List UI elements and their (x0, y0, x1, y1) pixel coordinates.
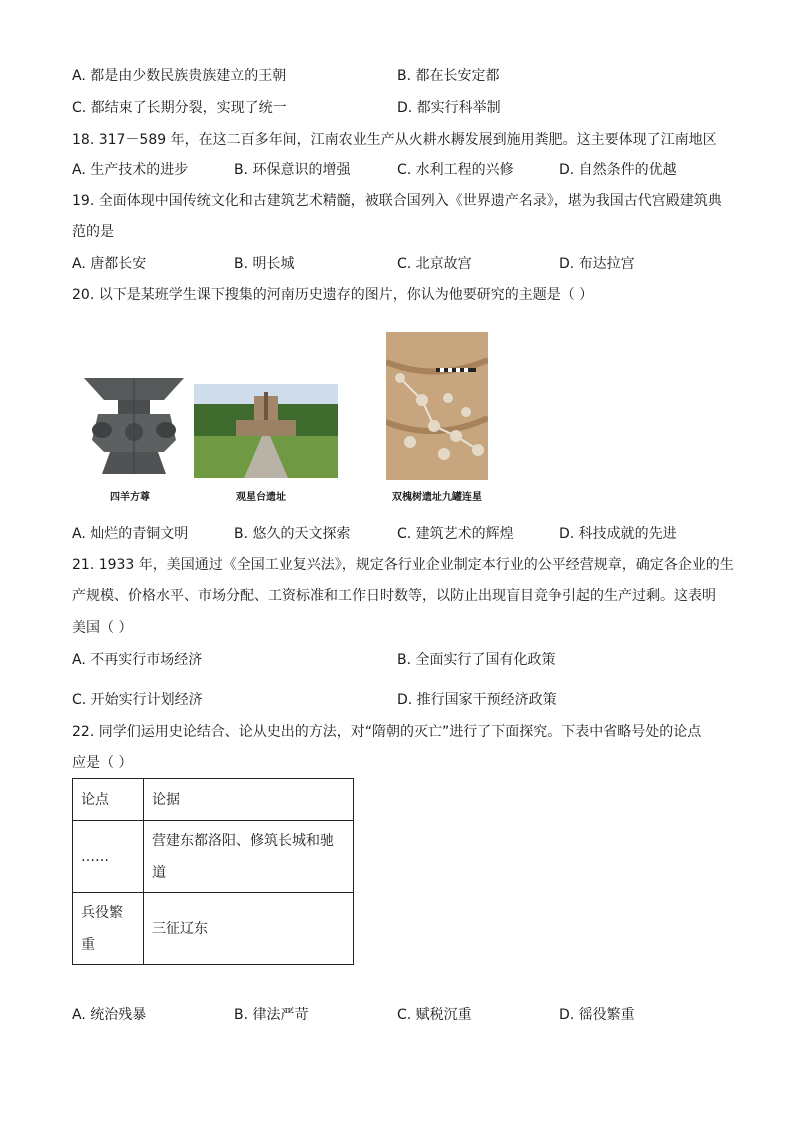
caption-observatory: 观星台遗址 (236, 492, 286, 503)
q18-option-b: B. 环保意识的增强 (234, 162, 351, 178)
q20-stem: 20. 以下是某班学生课下搜集的河南历史遗存的图片，你认为他要研究的主题是（ ） (72, 287, 594, 303)
table-cell-point-ellipsis: …… (73, 821, 144, 893)
q20-option-b: B. 悠久的天文探索 (234, 526, 351, 542)
q22-option-a: A. 统治残暴 (72, 1007, 147, 1023)
q19-option-b: B. 明长城 (234, 256, 295, 272)
table-cell-evidence: 三征辽东 (144, 893, 354, 965)
q21-stem-line2: 产规模、价格水平、市场分配、工资标准和工作日时数等，以防止出现盲目竞争引起的生产过剩。这表明 (72, 588, 716, 604)
q20-option-d: D. 科技成就的先进 (559, 526, 677, 542)
q17-option-d: D. 都实行科举制 (397, 100, 501, 116)
table-row (73, 821, 354, 893)
q17-option-a: A. 都是由少数民族贵族建立的王朝 (72, 68, 287, 84)
point-line: 兵役繁 (81, 904, 123, 921)
q21-option-c: C. 开始实行计划经济 (72, 692, 203, 708)
argument-table (72, 778, 354, 965)
q19-stem-line2: 范的是 (72, 224, 114, 240)
q22-stem-line2: 应是（ ） (72, 755, 133, 771)
q17-option-c: C. 都结束了长期分裂，实现了统一 (72, 100, 287, 116)
table-cell-evidence (144, 821, 354, 893)
table-row (73, 893, 354, 965)
q22-option-c: C. 赋税沉重 (397, 1007, 472, 1023)
evidence-line: 营建东都洛阳、修筑长城和驰 (152, 832, 334, 849)
shuanghuaishu-site-image (386, 332, 488, 480)
q22-stem-line1: 22. 同学们运用史论结合、论从史出的方法，对“隋朝的灭亡”进行了下面探究。下表中省略号处的论点 (72, 724, 702, 740)
caption-bronze-zun: 四羊方尊 (110, 492, 150, 503)
evidence-line: 道 (152, 864, 166, 881)
q21-stem-line3: 美国（ ） (72, 620, 133, 636)
observatory-site-image (194, 384, 338, 478)
q22-option-b: B. 律法严苛 (234, 1007, 309, 1023)
q18-option-c: C. 水利工程的兴修 (397, 162, 514, 178)
q21-option-a: A. 不再实行市场经济 (72, 652, 203, 668)
q21-stem-line1: 21. 1933 年，美国通过《全国工业复兴法》，规定各行业企业制定本行业的公平经营规章，确定各企业的生 (72, 557, 734, 573)
caption-shuanghuaishu: 双槐树遗址九罐连星 (392, 492, 482, 503)
q21-option-b: B. 全面实行了国有化政策 (397, 652, 556, 668)
q22-option-d: D. 徭役繁重 (559, 1007, 635, 1023)
q19-option-a: A. 唐都长安 (72, 256, 147, 272)
q19-option-c: C. 北京故宫 (397, 256, 472, 272)
table-header-evidence: 论据 (144, 779, 354, 821)
q18-stem: 18. 317－589 年，在这二百多年间，江南农业生产从火耕水耨发展到施用粪肥。这主要体现了江南地区 (72, 132, 717, 148)
q17-option-b: B. 都在长安定都 (397, 68, 500, 84)
table-row (73, 779, 354, 821)
q19-stem-line1: 19. 全面体现中国传统文化和古建筑艺术精髓，被联合国列入《世界遗产名录》，堪为我国古代宫殿建筑典 (72, 193, 722, 209)
q20-option-a: A. 灿烂的青铜文明 (72, 526, 189, 542)
table-header-point: 论点 (73, 779, 144, 821)
q18-option-a: A. 生产技术的进步 (72, 162, 189, 178)
table-cell-point (73, 893, 144, 965)
bronze-zun-image (80, 374, 188, 480)
point-line: 重 (81, 936, 95, 953)
q21-option-d: D. 推行国家干预经济政策 (397, 692, 557, 708)
q18-option-d: D. 自然条件的优越 (559, 162, 677, 178)
q20-option-c: C. 建筑艺术的辉煌 (397, 526, 514, 542)
q19-option-d: D. 布达拉宫 (559, 256, 635, 272)
